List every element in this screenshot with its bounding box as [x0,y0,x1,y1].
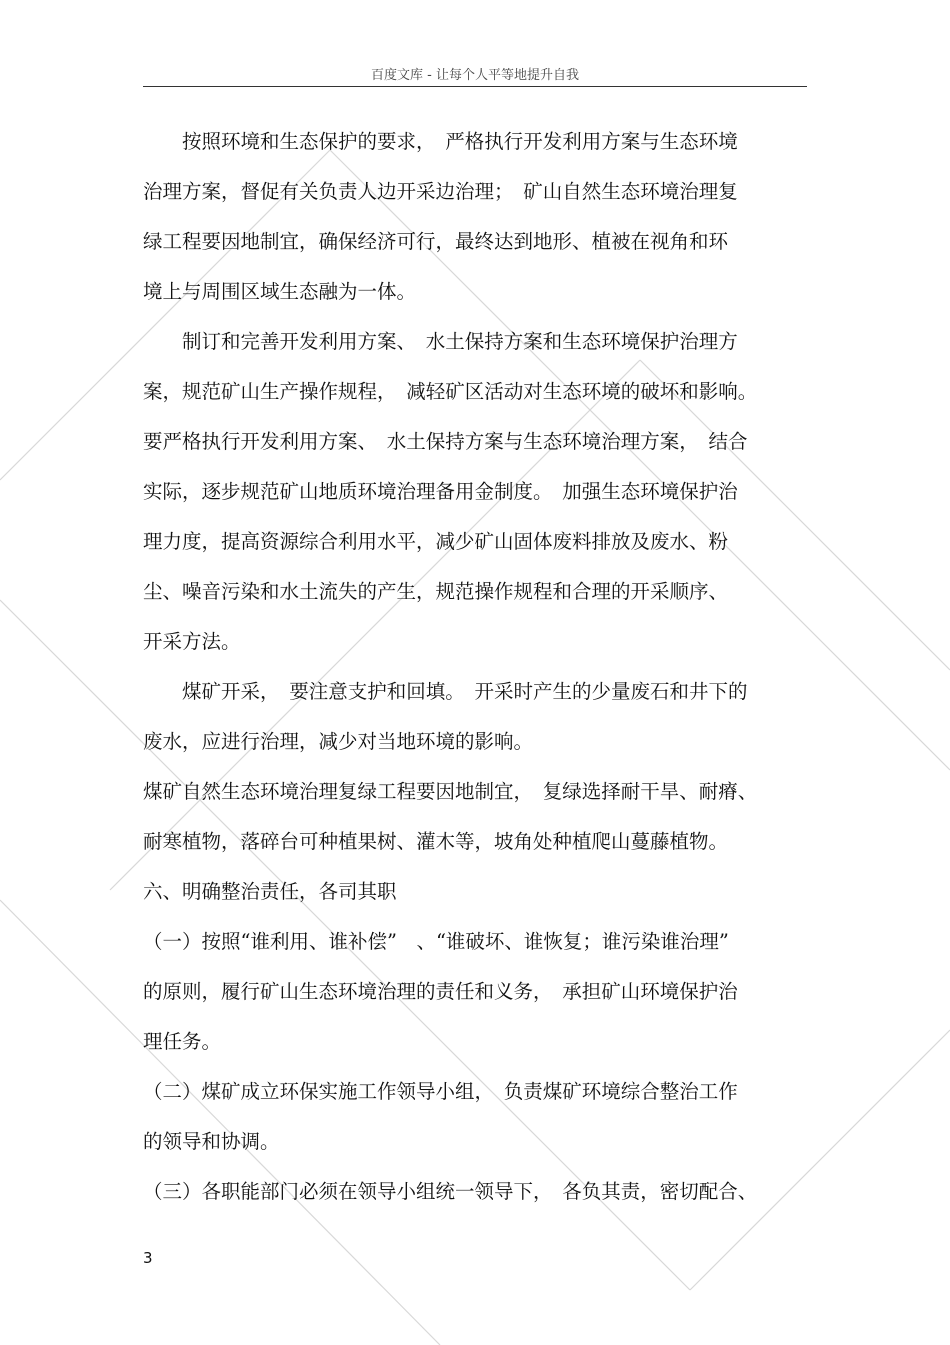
text-line: （二）煤矿成立环保实施工作领导小组， 负责煤矿环境综合整治工作 [143,1080,738,1103]
page-header: 百度文库 - 让每个人平等地提升自我 [371,68,579,83]
text-line: 开采方法。 [143,630,241,653]
text-line: 绿工程要因地制宜，确保经济可行，最终达到地形、植被在视角和环 [143,230,729,253]
text-line: 尘、噪音污染和水土流失的产生，规范操作规程和合理的开采顺序、 [143,580,729,603]
text-line: （三）各职能部门必须在领导小组统一领导下， 各负其责，密切配合、 [143,1180,758,1203]
text-line: 的领导和协调。 [143,1130,280,1153]
text-line: 境上与周围区域生态融为一体。 [143,280,417,303]
header-divider [143,86,807,87]
document-body [143,117,807,1217]
text-line: （一）按照“谁利用、谁补偿” 、“谁破坏、谁恢复；谁污染谁治理” [143,930,729,953]
text-line: 制订和完善开发利用方案、 水土保持方案和生态环境保护治理方 [143,330,738,353]
text-line: 煤矿开采， 要注意支护和回填。 开采时产生的少量废石和井下的 [143,680,748,703]
page-number: 3 [143,1249,153,1267]
text-line: 耐寒植物，落碎台可种植果树、灌木等，坡角处种植爬山蔓藤植物。 [143,830,729,853]
text-line: 废水，应进行治理，减少对当地环境的影响。 [143,730,534,753]
text-line: 案，规范矿山生产操作规程， 减轻矿区活动对生态环境的破坏和影响。 [143,380,758,403]
section-heading: 六、明确整治责任，各司其职 [143,880,397,903]
text-line: 的原则，履行矿山生态环境治理的责任和义务， 承担矿山环境保护治 [143,980,738,1003]
text-line: 实际，逐步规范矿山地质环境治理备用金制度。 加强生态环境保护治 [143,480,738,503]
text-line: 理力度，提高资源综合利用水平，减少矿山固体废料排放及废水、粉 [143,530,729,553]
text-line: 治理方案，督促有关负责人边开采边治理； 矿山自然生态环境治理复 [143,180,738,203]
text-line: 要严格执行开发利用方案、 水土保持方案与生态环境治理方案， 结合 [143,430,748,453]
text-line: 理任务。 [143,1030,222,1053]
text-line: 煤矿自然生态环境治理复绿工程要因地制宜， 复绿选择耐干旱、耐瘠、 [143,780,758,803]
text-line: 按照环境和生态保护的要求， 严格执行开发利用方案与生态环境 [143,130,738,153]
